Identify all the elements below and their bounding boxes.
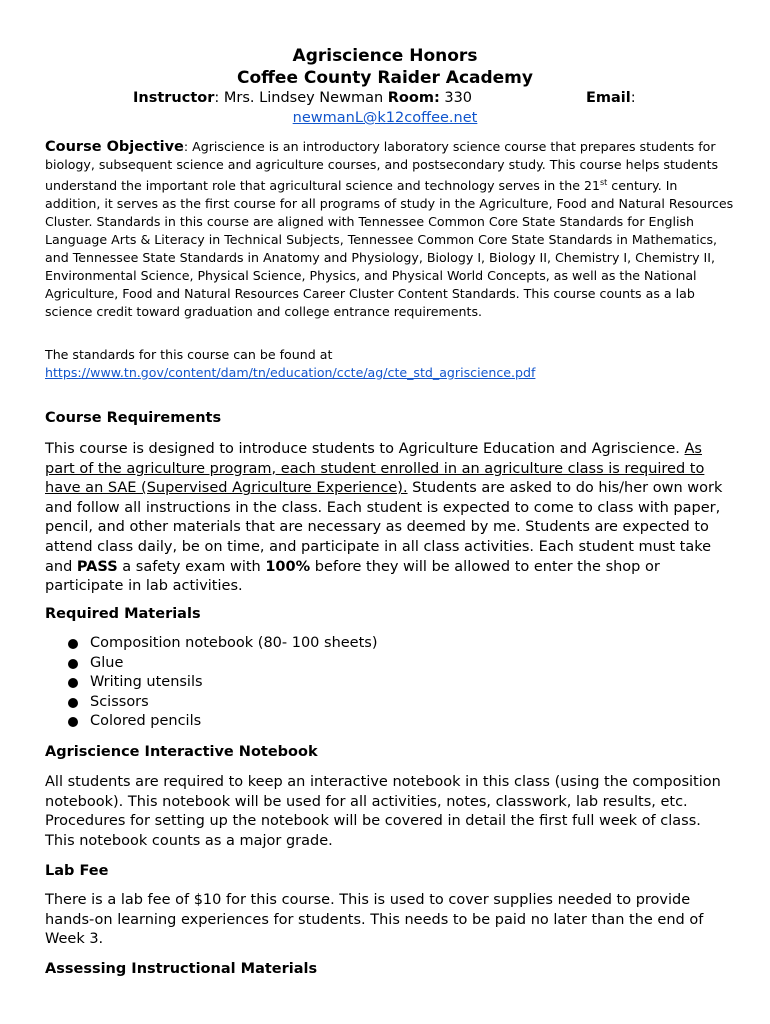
list-item: Writing utensils	[68, 673, 378, 693]
objective-label: Course Objective	[45, 139, 184, 155]
course-title: Agriscience Honors	[292, 46, 478, 66]
objective-superscript: st	[599, 178, 608, 187]
list-item: Glue	[68, 654, 378, 674]
labfee-paragraph: There is a lab fee of $10 for this course. This is used to cover supplies needed to provide hands-on learning experiences for students. This needs to be paid no later than the end of Week 3.	[45, 892, 704, 948]
instructor-line	[133, 89, 472, 107]
email-colon: :	[630, 90, 636, 106]
requirements-text-1: This course is designed to introduce students to Agriculture Education and Agriscience.	[45, 441, 685, 457]
instructor-label: Instructor	[133, 90, 215, 106]
list-item: Composition notebook (80- 100 sheets)	[68, 634, 378, 654]
standards-section	[45, 346, 735, 382]
requirements-paragraph	[45, 440, 725, 597]
requirements-text-3: a safety exam with	[117, 558, 266, 575]
materials-heading: Required Materials	[45, 606, 201, 622]
objective-text-2: century. In addition, it serves as the first course for all programs of study in the Agriculture, Food and Natural Resources Cluster. Standards in this course are aligned with Tennessee Common Core State Standards for English Language Arts & Literacy in Technical Subjects, Tennessee Common Core State Standards in Mathematics, and Tennessee State Standards in Anatomy and Physiology, Biology I, Biology II, Chemistry I, Chemistry II, Environmental Science, Physical Science, Physics, and Physical World Concepts, as well as the National Agriculture, Food and Natural Resources Career Cluster Content Standards. This course counts as a lab science credit toward graduation and college entrance requirements.	[45, 178, 734, 320]
room-number: 330	[439, 90, 473, 106]
requirements-text-4: before they will be allowed to enter the shop or participate in lab activities.	[45, 558, 660, 595]
percent-emphasis: 100%	[265, 558, 311, 575]
requirements-heading: Course Requirements	[45, 410, 222, 426]
notebook-paragraph: All students are required to keep an interactive notebook in this class (using the composition notebook). This notebook will be used for all activities, notes, classwork, lab results, etc. Procedures for setting up the notebook will be covered in detail the first full week of class. This notebook counts as a major grade.	[45, 774, 721, 849]
materials-list	[68, 634, 378, 732]
email-label-line	[586, 89, 636, 107]
room-label: Room:	[387, 90, 440, 106]
course-objective	[45, 138, 735, 321]
standards-link[interactable]: https://www.tn.gov/content/dam/tn/education/ccte/ag/cte_std_agriscience.pdf	[45, 365, 536, 380]
assessing-heading: Assessing Instructional Materials	[45, 961, 318, 977]
requirements-text-2: Students are asked to do his/her own work and follow all instructions in the class. Each student is expected to come to class with paper, pencil, and other materials that are necessary as deemed by me. Students are expected to attend class daily, be on time, and participate in all class activities. Each student must take and	[45, 480, 723, 575]
standards-text: The standards for this course can be found at	[45, 347, 333, 362]
email-line	[0, 109, 770, 127]
list-item: Colored pencils	[68, 712, 378, 732]
instructor-name: : Mrs. Lindsey Newman	[214, 90, 388, 106]
objective-text-1: : Agriscience is an introductory laboratory science course that prepares students for biology, subsequent science and agriculture courses, and postsecondary study. This course helps students understand the important role that agricultural science and technology serves in the 21	[45, 139, 719, 194]
list-item: Scissors	[68, 693, 378, 713]
notebook-heading: Agriscience Interactive Notebook	[45, 744, 318, 760]
email-link[interactable]: newmanL@k12coffee.net	[292, 110, 478, 126]
school-name: Coffee County Raider Academy	[237, 68, 533, 88]
pass-emphasis: PASS	[76, 558, 118, 575]
labfee-heading: Lab Fee	[45, 863, 109, 879]
email-label: Email	[586, 90, 631, 106]
sae-requirement: As part of the agriculture program, each student enrolled in an agriculture class is required to have an SAE (Supervised Agriculture Experience).	[45, 441, 705, 497]
